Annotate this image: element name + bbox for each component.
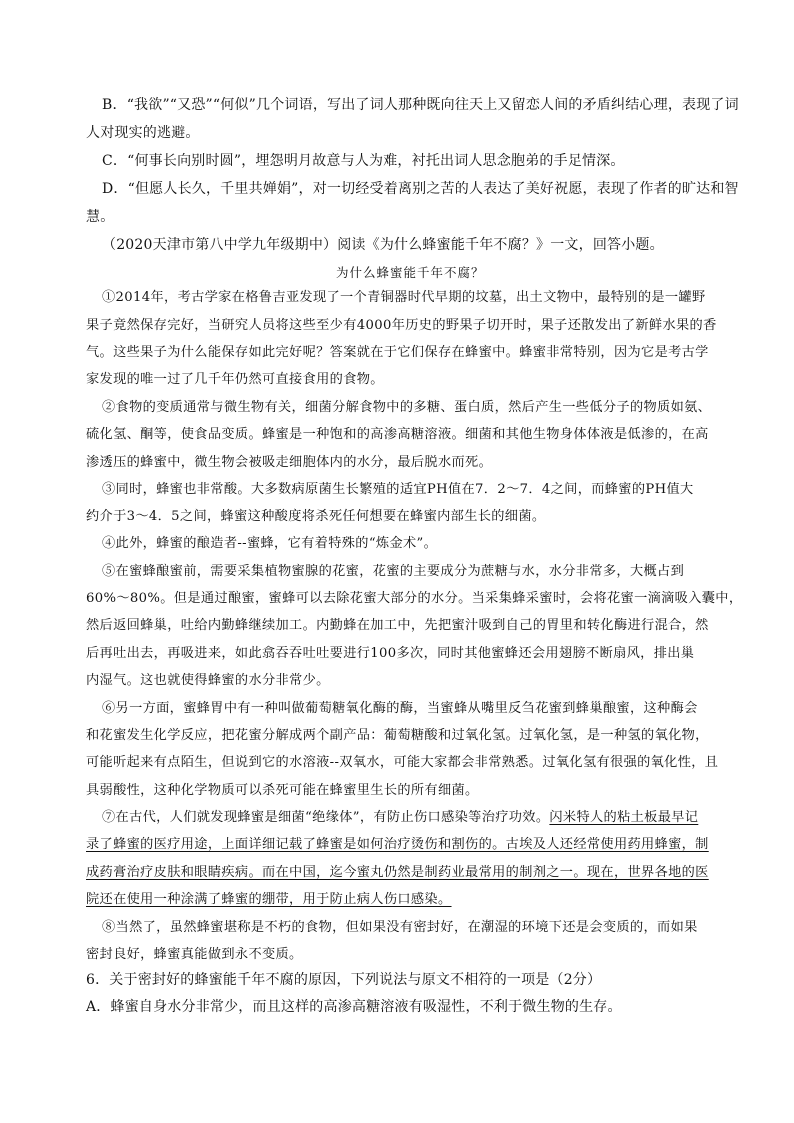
paragraph-4-line: ④此外，蜂蜜的酿造者--蜜蜂，它有着特殊的“炼金术”。 [102, 536, 438, 551]
paragraph-6-line: 可能听起来有点陌生，但说到它的水溶液--双氧水，可能大家都会非常熟悉。过氧化氢有很强的氧化性，且 [86, 755, 719, 770]
paragraph-2-line: 硫化氢、酮等，使食品变质。蜂蜜是一种饱和的高渗高糖溶液。细菌和其他生物身体体液是低渗的，在高 [86, 427, 709, 442]
paragraph-3-line: ③同时，蜂蜜也非常酸。大多数病原菌生长繁殖的适宜PH值在7．2～7．4之间，而蜂蜜的PH值大 [102, 482, 694, 497]
paragraph-6-line: 具弱酸性，这种化学物质可以杀死可能在蜂蜜里生长的所有细菌。 [86, 783, 479, 798]
underlined-text: 院还在使用一种涂满了蜂蜜的绷带，用于防止病人伤口感染。 [86, 892, 452, 907]
paragraph-1-line: 气。这些果子为什么能保存如此完好呢？答案就在于它们保存在蜂蜜中。蜂蜜非常特别，因为它是考古学 [86, 345, 709, 360]
paragraph-1-line: 果子竟然保存完好，当研究人员将这些至少有4000年历史的野果子切开时，果子还散发出了新鲜水果的香 [86, 318, 717, 333]
option-b-line-2: 人对现实的逃避。 [86, 125, 200, 141]
paragraph-5-line: 60%～80%。但是通过酿蜜，蜜蜂可以去除花蜜大部分的水分。当采集蜂采蜜时，会将花蜜一滴滴吸入囊中， [86, 591, 743, 606]
option-d-line-1: D．“但愿人长久，千里共婵娟”，对一切经受着离别之苦的人表达了美好祝愿，表现了作者的旷达和智 [102, 181, 739, 197]
underlined-text: 闪米特人的粘土板最早记 [549, 810, 699, 825]
option-b-line-1: B．“我欲”“又恐”“何似”几个词语，写出了词人那种既向往天上又留恋人间的矛盾纠结心理，表现了词 [102, 97, 739, 113]
paragraph-2-line: 渗透压的蜂蜜中，微生物会被吸走细胞体内的水分，最后脱水而死。 [86, 455, 493, 470]
paragraph-2-line: ②食物的变质通常与微生物有关，细菌分解食物中的多糖、蛋白质，然后产生一些低分子的物质如氨、 [102, 400, 712, 415]
paragraph-7-line [102, 806, 698, 825]
paragraph-6-line: ⑥另一方面，蜜蜂胃中有一种叫做葡萄糖氧化酶的酶，当蜜蜂从嘴里反刍花蜜到蜂巢酿蜜，这种酶会 [102, 701, 698, 716]
paragraph-3-line: 约介于3～4．5之间，蜂蜜这种酸度将杀死任何想要在蜂蜜内部生长的细菌。 [86, 509, 546, 524]
paragraph-5-line: 内湿气。这也就使得蜂蜜的水分非常少。 [86, 673, 330, 688]
paragraph-7-line [86, 833, 709, 852]
paragraph-8-line: 密封良好，蜂蜜真能做到永不变质。 [86, 947, 303, 962]
option-d-line-2: 慧。 [86, 209, 115, 225]
reading-intro: （2020天津市第八中学九年级期中）阅读《为什么蜂蜜能千年不腐？》一文，回答小题。 [102, 237, 664, 253]
paragraph-7-line [86, 861, 709, 880]
paragraph-7-line [86, 888, 452, 907]
paragraph-1-line: ①2014年，考古学家在格鲁吉亚发现了一个青铜器时代早期的坟墓，出土文物中，最特别的是一罐野 [102, 290, 706, 305]
underlined-text: 成药膏治疗皮肤和眼睛疾病。而在中国，迄今蜜丸仍然是制药业最常用的制剂之一。现在，世界各地的医 [86, 865, 709, 880]
option-c: C．“何事长向别时圆”，埋怨明月故意与人为难，衬托出词人思念胞弟的手足情深。 [102, 153, 625, 169]
underlined-text: 录了蜂蜜的医疗用途，上面详细记载了蜂蜜是如何治疗烫伤和割伤的。古埃及人还经常使用药用蜂蜜，制 [86, 837, 709, 852]
paragraph-1-line: 家发现的唯一过了几千年仍然可直接食用的食物。 [86, 372, 384, 387]
paragraph-5-line: ⑤在蜜蜂酿蜜前，需要采集植物蜜腺的花蜜，花蜜的主要成分为蔗糖与水，水分非常多，大概占到 [102, 564, 685, 579]
article-title: 为什么蜂蜜能千年不腐？ [336, 265, 485, 280]
paragraph-5-line: 然后返回蜂巢，吐给内勤蜂继续加工。内勤蜂在加工中，先把蜜汁吸到自己的胃里和转化酶进行混合，然 [86, 618, 709, 633]
paragraph-5-line: 后再吐出去，再吸进来，如此翕吞吞吐吐要进行100多次，同时其他蜜蜂还会用翅膀不断扇风，排出巢 [86, 646, 695, 661]
question-6-stem: 6．关于密封好的蜂蜜能千年不腐的原因，下列说法与原文不相符的一项是（2分） [86, 972, 602, 988]
paragraph-6-line: 和花蜜发生化学反应，把花蜜分解成两个副产品：葡萄糖酸和过氧化氢。过氧化氢，是一种氢的氧化物， [86, 728, 709, 743]
paragraph-7-plain-text: ⑦在古代，人们就发现蜂蜜是细菌“绝缘体”，有防止伤口感染等治疗功效。 [102, 810, 550, 825]
paragraph-8-line: ⑧当然了，虽然蜂蜜堪称是不朽的食物，但如果没有密封好，在潮湿的环境下还是会变质的，而如果 [102, 920, 698, 935]
question-6-option-a: A．蜂蜜自身水分非常少，而且这样的高渗高糖溶液有吸湿性，不利于微生物的生存。 [86, 999, 622, 1015]
